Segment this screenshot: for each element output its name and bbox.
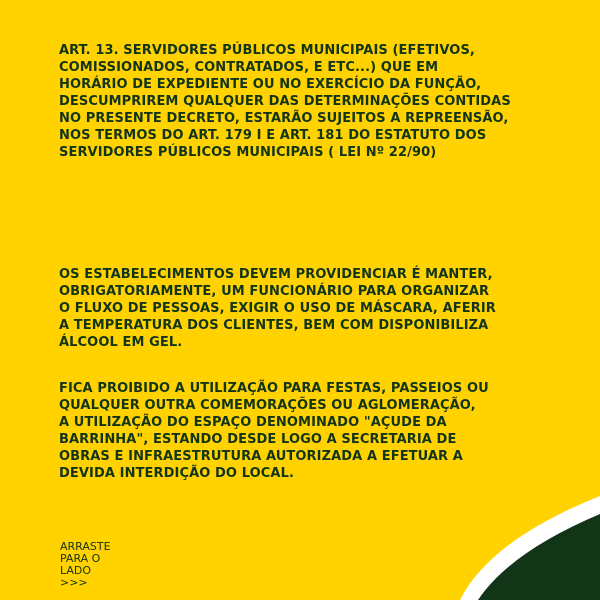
corner-wave-decoration: [450, 490, 600, 600]
establishments-paragraph: OS ESTABELECIMENTOS DEVEM PROVIDENCIAR É MANTER, OBRIGATORIAMENTE, UM FUNCIONÁRIO PARA ORGANIZAR O FLUXO DE PESSOAS, EXIGIR O USO DE MÁSCARA, AFERIR A TEMPERATURA DOS CLIENTES, BEM COM DISPONIBILIZA ÁLCOOL EM GEL.: [59, 267, 496, 350]
prohibition-paragraph: FICA PROIBIDO A UTILIZAÇÃO PARA FESTAS, PASSEIOS OU QUALQUER OUTRA COMEMORAÇÕES OU AGLOMERAÇÃO, A UTILIZAÇÃO DO ESPAÇO DENOMINADO "AÇUDE DA BARRINHA", ESTANDO DESDE LOGO A SECRETARIA DE OBRAS E INFRAESTRUTURA AUTORIZADA A EFETUAR A DEVIDA INTERDIÇÃO DO LOCAL.: [59, 381, 489, 481]
swipe-hint[interactable]: ARRASTE PARA O LADO >>>: [60, 540, 111, 589]
article-13-paragraph: ART. 13. SERVIDORES PÚBLICOS MUNICIPAIS (EFETIVOS, COMISSIONADOS, CONTRATADOS, E ETC...) QUE EM HORÁRIO DE EXPEDIENTE OU NO EXERCÍCIO DA FUNÇÃO, DESCUMPRIREM QUALQUER DAS DETERMINAÇÕES CONTIDAS NO PRESENTE DECRETO, ESTARÃO SUJEITOS A REPREENSÃO, NOS TERMOS DO ART. 179 I E ART. 181 DO ESTATUTO DOS SERVIDORES PÚBLICOS MUNICIPAIS ( LEI Nº 22/90): [59, 43, 511, 160]
